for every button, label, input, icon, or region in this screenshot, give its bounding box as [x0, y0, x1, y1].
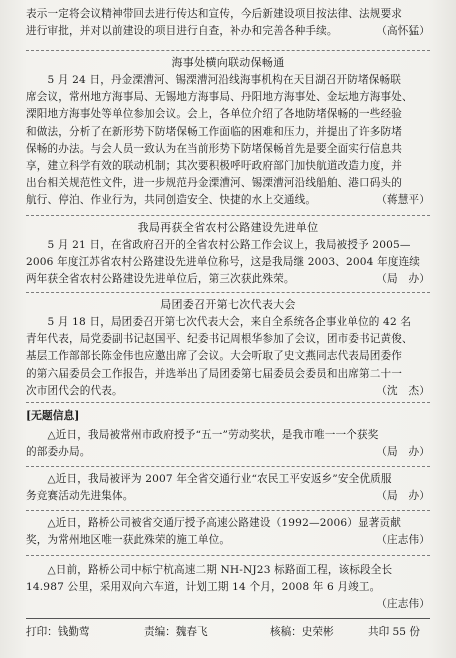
article-title: 我局再获全省农村公路建设先进单位 — [137, 221, 319, 234]
text-line-content: 两年获全省农村公路建设先进单位后，第三次获此殊荣。 — [26, 273, 295, 286]
author-signature: （蒋慧平） — [376, 194, 430, 207]
editor-credit: 责编：魏春飞 — [144, 626, 208, 638]
brief-item — [26, 515, 430, 549]
text-line: 溧阳地方海事处等单位参加会议。会上，各单位介绍了各地防堵保畅的一些经验 — [26, 108, 403, 121]
text-line: △日前，路桥公司中标宁杭高速二期 NH-NJ23 标路面工程，该标段全长 — [26, 564, 393, 576]
text-line: △近日，我局被常州市政府授予“五一”劳动奖状，是我市唯一一个获奖 — [26, 429, 379, 441]
text-line: 保畅的办法。与会人员一致认为在当前形势下防堵保畅首先是要全面实行信息共 — [26, 142, 403, 155]
text-line-content: 务竞赛活动先进集体。 — [26, 490, 134, 503]
author-signature: （沈 杰） — [376, 384, 430, 397]
text-line — [26, 532, 430, 549]
article-title: 海事处横向联动保畅通 — [171, 56, 285, 69]
text-line-content: 次市团代会的代表。 — [26, 384, 123, 397]
author-signature: （庄志伟） — [376, 534, 430, 547]
text-line — [26, 271, 430, 288]
text-line: 青年代表，局党委副书记赵国平、纪委书记周根华参加了会议，团市委书记黄俊、 — [26, 333, 413, 346]
text-line — [26, 383, 430, 400]
article-body — [26, 237, 430, 289]
copies-count: 共印 55 份 — [368, 626, 420, 638]
text-line — [26, 444, 430, 461]
section-divider — [26, 466, 430, 467]
author-signature: （高怀猛） — [376, 25, 430, 38]
article-body — [26, 72, 430, 210]
section-divider — [26, 402, 430, 403]
text-line: 5 月 18 日，局团委召开第七次代表大会，来自全系统各企事业单位的 42 名 — [26, 316, 412, 328]
text-line: △近日，我局被评为 2007 年全省交通行业“农民工平安返乡”安全优质服 — [26, 473, 392, 485]
text-line — [26, 23, 430, 40]
article-body — [26, 314, 430, 400]
text-line: 基层工作部部长陈金伟也应邀出席了会议。大会听取了史文燕同志代表局团委作 — [26, 350, 403, 363]
author-signature: （局 办） — [376, 490, 430, 503]
section-divider — [26, 555, 430, 556]
print-credit: 打印：钱勤莺 — [26, 626, 90, 638]
section-divider — [26, 510, 430, 511]
text-line — [26, 579, 430, 611]
text-line: 出台相关规范性文件，进一步规范丹金溧漕河、锡溧漕河沿线船舶、港口码头的 — [26, 177, 403, 190]
text-line: 和做法，分析了在新形势下防堵保畅工作面临的困难和压力，并提出了许多防堵 — [26, 125, 403, 138]
brief-item — [26, 471, 430, 505]
text-line: 的第六届委员会工作报告，并选举出了局团委第七届委员会委员和出席第二十一 — [26, 367, 403, 380]
brief-item — [26, 427, 430, 461]
section-divider — [26, 50, 430, 51]
section-divider — [26, 292, 430, 293]
author-signature: （局 办） — [376, 273, 430, 286]
text-line: 5 月 24 日，丹金溧漕河、锡溧漕河沿线海事机构在天目湖召开防堵保畅联 — [26, 74, 402, 86]
text-line: 享，建立科学有效的联动机制；其次要积极呼吁政府部门加快航道改造力度，并 — [26, 159, 403, 172]
intro-paragraph — [26, 6, 430, 40]
text-line-content: 进行审批，并对以前建设的项目进行自查，补办和完善各种手续。 — [26, 25, 338, 38]
text-line-content: 奖，为常州地区唯一获此殊荣的施工单位。 — [26, 534, 231, 547]
text-line — [26, 192, 430, 209]
brief-heading: [无题信息] — [26, 409, 80, 422]
text-line-content: 14.987 公里，采用双向六车道，计划工期 14 个月，2008 年 6 月竣工。 — [26, 581, 381, 594]
reviewer-credit: 核稿：史荣彬 — [270, 626, 334, 638]
text-line — [26, 488, 430, 505]
footer-divider — [26, 618, 430, 619]
text-line: △近日，路桥公司被省交通厅授予高速公路建设（1992—2006）显著贡献 — [26, 517, 401, 529]
author-signature: （庄志伟） — [376, 598, 430, 611]
text-line: 席会议，常州地方海事局、无锡地方海事局、丹阳地方海事处、金坛地方海事处、 — [26, 91, 413, 104]
section-divider — [26, 215, 430, 216]
brief-item — [26, 562, 430, 614]
text-line: 2006 年度江苏省农村公路建设先进单位称号，这是我局继 2003、2004 年度连续 — [26, 256, 421, 269]
text-line: 表示一定将会议精神带回去进行传达和宣传，今后新建设项目按法律、法规要求 — [26, 8, 403, 20]
author-signature: （局 办） — [376, 446, 430, 459]
text-line-content: 的部委办局。 — [26, 446, 91, 459]
text-line: 5 月 21 日，在省政府召开的全省农村公路工作会议上，我局被授予 2005— — [26, 239, 411, 251]
text-line-content: 航行、停泊、作业行为，共同创造安全、快捷的水上交通线。 — [26, 194, 317, 207]
article-title: 局团委召开第七次代表大会 — [160, 298, 296, 311]
